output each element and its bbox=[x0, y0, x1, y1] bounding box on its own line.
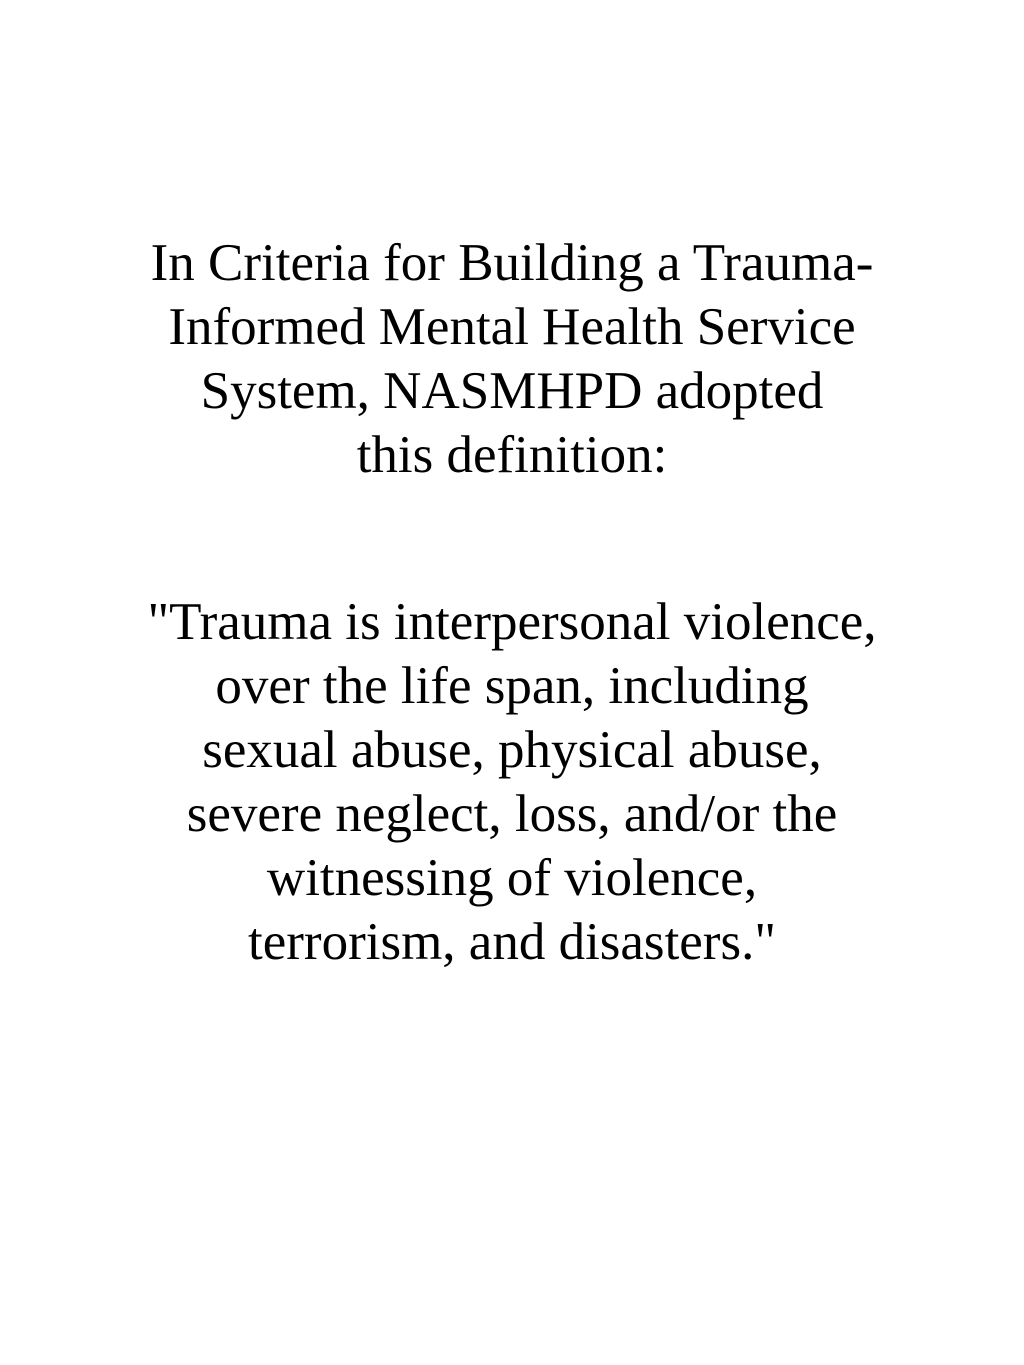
quote-line-2: over the life span, including bbox=[215, 657, 809, 715]
definition-quote bbox=[70, 590, 954, 974]
quote-line-6: terrorism, and disasters." bbox=[248, 913, 776, 971]
quote-line-1: "Trauma is interpersonal violence, bbox=[147, 593, 877, 651]
intro-paragraph bbox=[70, 231, 954, 487]
quote-line-3: sexual abuse, physical abuse, bbox=[202, 721, 822, 779]
quote-line-4: severe neglect, loss, and/or the bbox=[186, 785, 838, 843]
intro-line-1: In Criteria for Building a Trauma- bbox=[150, 234, 874, 292]
intro-line-4: this definition: bbox=[356, 426, 668, 484]
intro-line-3: System, NASMHPD adopted bbox=[200, 362, 824, 420]
intro-line-2: Informed Mental Health Service bbox=[168, 298, 856, 356]
quote-line-5: witnessing of violence, bbox=[266, 849, 758, 907]
